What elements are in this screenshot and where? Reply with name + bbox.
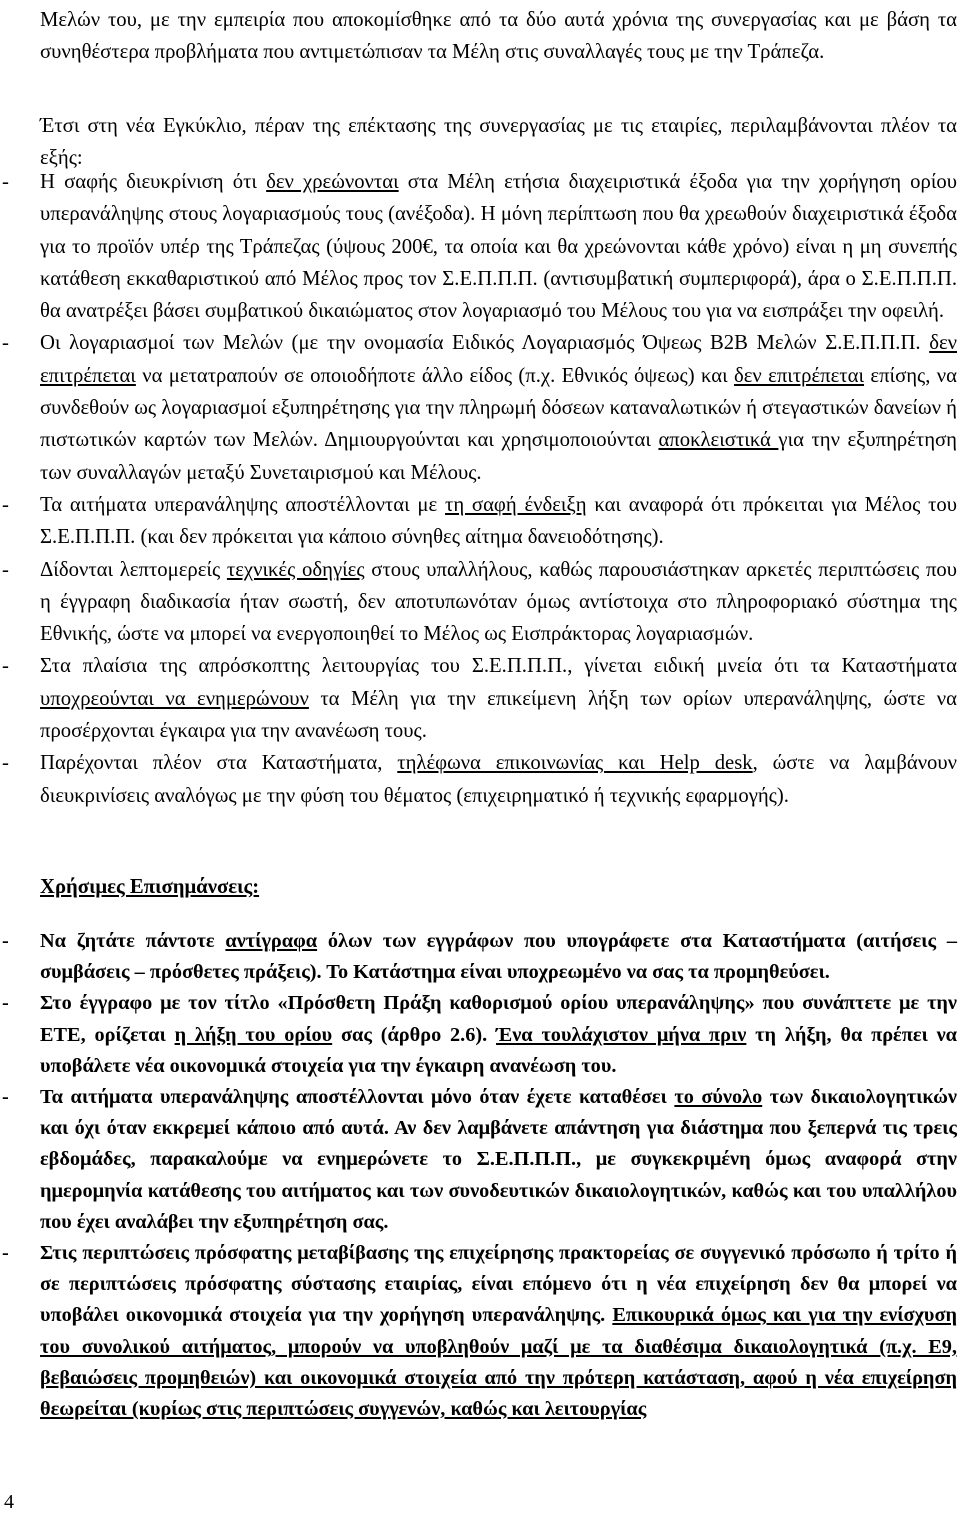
changes-intro-paragraph: Έτσι στη νέα Εγκύκλιο, πέραν της επέκτασης της συνεργασίας με τις εταιρίες, περιλαμβάνονται πλέον τα εξής: bbox=[40, 115, 957, 170]
list-dash: - bbox=[2, 493, 9, 516]
list-dash: - bbox=[2, 1242, 9, 1265]
list-item: - Οι λογαριασμοί των Μελών (με την ονομασία Ειδικός Λογαριασμός Όψεως B2B Μελών Σ.Ε.Π.Π.Π. δεν επιτρέπεται να μετατραπούν σε οποιοδήποτε άλλο είδος (π.χ. Εθνικός όψεως) και δεν επιτρέπεται επίσης, να συνδεθούν ως λογαριασμοί εξυπηρέτησης για την πληρωμή δόσεων καταναλωτικών ή στεγαστικών δανείων ή πιστωτικών καρτών των Μελών. Δημιουργούνται και χρησιμοποιούνται αποκλειστικά για την εξυπηρέτηση των συναλλαγών μεταξύ Συνεταιρισμού και Μέλους. bbox=[0, 327, 957, 488]
list-item: - Στα πλαίσια της απρόσκοπτης λειτουργίας του Σ.Ε.Π.Π.Π., γίνεται ειδική μνεία ότι τα Καταστήματα υποχρεούνται να ενημερώνουν τα Μέλη για την επικείμενη λήξη των ορίων υπερανάληψης, ώστε να προσέρχονται έγκαιρα για την ανανέωση τους. bbox=[0, 650, 957, 747]
intro-paragraph: Μελών του, με την εμπειρία που αποκομίσθηκε από τα δύο αυτά χρόνια της συνεργασίας και με βάση τα συνηθέστερα προβλήματα που αντιμετώπισαν τα Μέλη στις συναλλαγές τους με την Τράπεζα. bbox=[40, 9, 957, 64]
underlined-text: υποχρεούνται να ενημερώνουν bbox=[40, 687, 309, 710]
underlined-text: αποκλειστικά bbox=[658, 429, 779, 452]
list-dash: - bbox=[2, 1086, 9, 1109]
changes-list bbox=[0, 166, 960, 812]
list-item: - Δίδονται λεπτομερείς τεχνικές οδηγίες στους υπαλλήλους, καθώς παρουσιάστηκαν αρκετές περιπτώσεις που η έγγραφη διαδικασία ήταν σωστή, δεν αποτυπωνόταν όμως αντίστοιχα στο πληροφοριακό σύστημα της Εθνικής, ώστε να μπορεί να ενεργοποιηθεί το Μέλος ως Εισπράκτορας λογαριασμών. bbox=[0, 554, 957, 651]
list-dash: - bbox=[2, 992, 9, 1015]
list-item: - Στο έγγραφο με τον τίτλο «Πρόσθετη Πράξη καθορισμού ορίου υπερανάληψης» που συνάπτετε με την ΕΤΕ, ορίζεται η λήξη του ορίου σας (άρθρο 2.6). Ένα τουλάχιστον μήνα πριν τη λήξη, θα πρέπει να υποβάλετε νέα οικονομικά στοιχεία για την έγκαιρη ανανέωση του. bbox=[0, 988, 957, 1082]
list-item: - Τα αιτήματα υπερανάληψης αποστέλλονται μόνο όταν έχετε καταθέσει το σύνολο των δικαιολογητικών και όχι όταν εκκρεμεί κάποιο από αυτά. Αν δεν λαμβάνετε απάντηση για διάστημα που ξεπερνά τις τρεις εβδομάδες, παρακαλούμε να ενημερώνετε το Σ.Ε.Π.Π.Π., με συγκεκριμένη όμως αναφορά στην ημερομηνία κατάθεσης του αιτήματος και των συνοδευτικών δικαιολογητικών, καθώς και του υπαλλήλου που έχει αναλάβει την εξυπηρέτηση σας. bbox=[0, 1082, 957, 1238]
list-dash: - bbox=[2, 655, 9, 678]
list-item: - Παρέχονται πλέον στα Καταστήματα, τηλέφωνα επικοινωνίας και Help desk, ώστε να λαμβάνουν διευκρινίσεις αναλόγως με την φύση του θέματος (επιχειρηματικό ή τεχνικής εφαρμογής). bbox=[0, 747, 957, 812]
list-item: - Να ζητάτε πάντοτε αντίγραφα όλων των εγγράφων που υπογράφετε στα Καταστήματα (αιτήσεις – συμβάσεις – πρόσθετες πράξεις). Το Κατάστημα είναι υποχρεωμένο να σας τα προμηθεύσει. bbox=[0, 926, 957, 988]
underlined-text: δεν επιτρέπεται bbox=[40, 332, 957, 387]
list-dash: - bbox=[2, 558, 9, 581]
notes-list bbox=[0, 926, 960, 1425]
list-dash: - bbox=[2, 332, 9, 355]
underlined-text: το σύνολο bbox=[674, 1086, 763, 1109]
underlined-text: τηλέφωνα επικοινωνίας και Help desk bbox=[397, 752, 753, 775]
underlined-text: τη σαφή ένδειξη bbox=[445, 493, 587, 516]
underlined-text: η λήξη του ορίου bbox=[174, 1023, 333, 1046]
underlined-text: δεν χρεώνονται bbox=[266, 171, 399, 193]
list-dash: - bbox=[2, 752, 9, 775]
underlined-text: αντίγραφα bbox=[225, 930, 318, 952]
list-item: - Στις περιπτώσεις πρόσφατης μεταβίβασης της επιχείρησης πρακτορείας σε συγγενικό πρόσωπο ή τρίτο ή σε περιπτώσεις πρόσφατης σύστασης εταιρίας, είναι επόμενο ότι η νέα επιχείρηση δεν θα μπορεί να υποβάλει οικονομικά στοιχεία για την χορήγηση υπερανάληψης. Επικουρικά όμως και για την ενίσχυση του συνολικού αιτήματος, μπορούν να υποβληθούν μαζί με τα διαθέσιμα δικαιολογητικά (π.χ. Ε9, βεβαιώσεις προμηθειών) και οικονομικά στοιχεία από την πρότερη κατάσταση, αφού η νέα επιχείρηση θεωρείται (κυρίως στις περιπτώσεις συγγενών, καθώς και λειτουργίας bbox=[0, 1238, 957, 1425]
list-item: - Η σαφής διευκρίνιση ότι δεν χρεώνονται στα Μέλη ετήσια διαχειριστικά έξοδα για την χορήγηση ορίου υπερανάληψης στους λογαριασμούς τους (ανέξοδα). Η μόνη περίπτωση που θα χρεωθούν διαχειριστικά έξοδα για το προϊόν υπέρ της Τράπεζας (ύψους 200€, τα οποία και θα χρεώνονται κάθε χρόνο) είναι η μη συνεπής κατάθεση εκκαθαριστικού από Μέλος προς τον Σ.Ε.Π.Π.Π. (αντισυμβατική συμπεριφορά), άρα ο Σ.Ε.Π.Π.Π. θα ανατρέξει βάσει συμβατικού δικαιώματος στον λογαριασμό του Μέλους του για να εισπράξει την οφειλή. bbox=[0, 166, 957, 327]
section-heading: Χρήσιμες Επισημάνσεις: bbox=[40, 876, 260, 898]
underlined-text: Επικουρικά όμως και για την ενίσχυση του συνολικού αιτήματος, μπορούν να υποβληθούν μαζί με τα διαθέσιμα δικαιολογητικά (π.χ. Ε9, βεβαιώσεις προμηθειών) και οικονομικά στοιχεία από την πρότερη κατάσταση, αφού η νέα επιχείρηση θεωρείται (κυρίως στις περιπτώσεις συγγενών, καθώς και λειτουργίας bbox=[40, 1304, 958, 1421]
page-number: 4 bbox=[4, 1491, 14, 1513]
list-item: - Τα αιτήματα υπερανάληψης αποστέλλονται με τη σαφή ένδειξη και αναφορά ότι πρόκειται για Μέλος του Σ.Ε.Π.Π.Π. (και δεν πρόκειται για κάποιο σύνηθες αίτημα δανειοδότησης). bbox=[0, 489, 957, 554]
list-dash: - bbox=[2, 171, 9, 193]
list-dash: - bbox=[2, 930, 9, 952]
underlined-text: Ένα τουλάχιστον μήνα πριν bbox=[496, 1023, 747, 1046]
underlined-text: δεν επιτρέπεται bbox=[734, 364, 865, 387]
underlined-text: τεχνικές οδηγίες bbox=[226, 558, 365, 581]
